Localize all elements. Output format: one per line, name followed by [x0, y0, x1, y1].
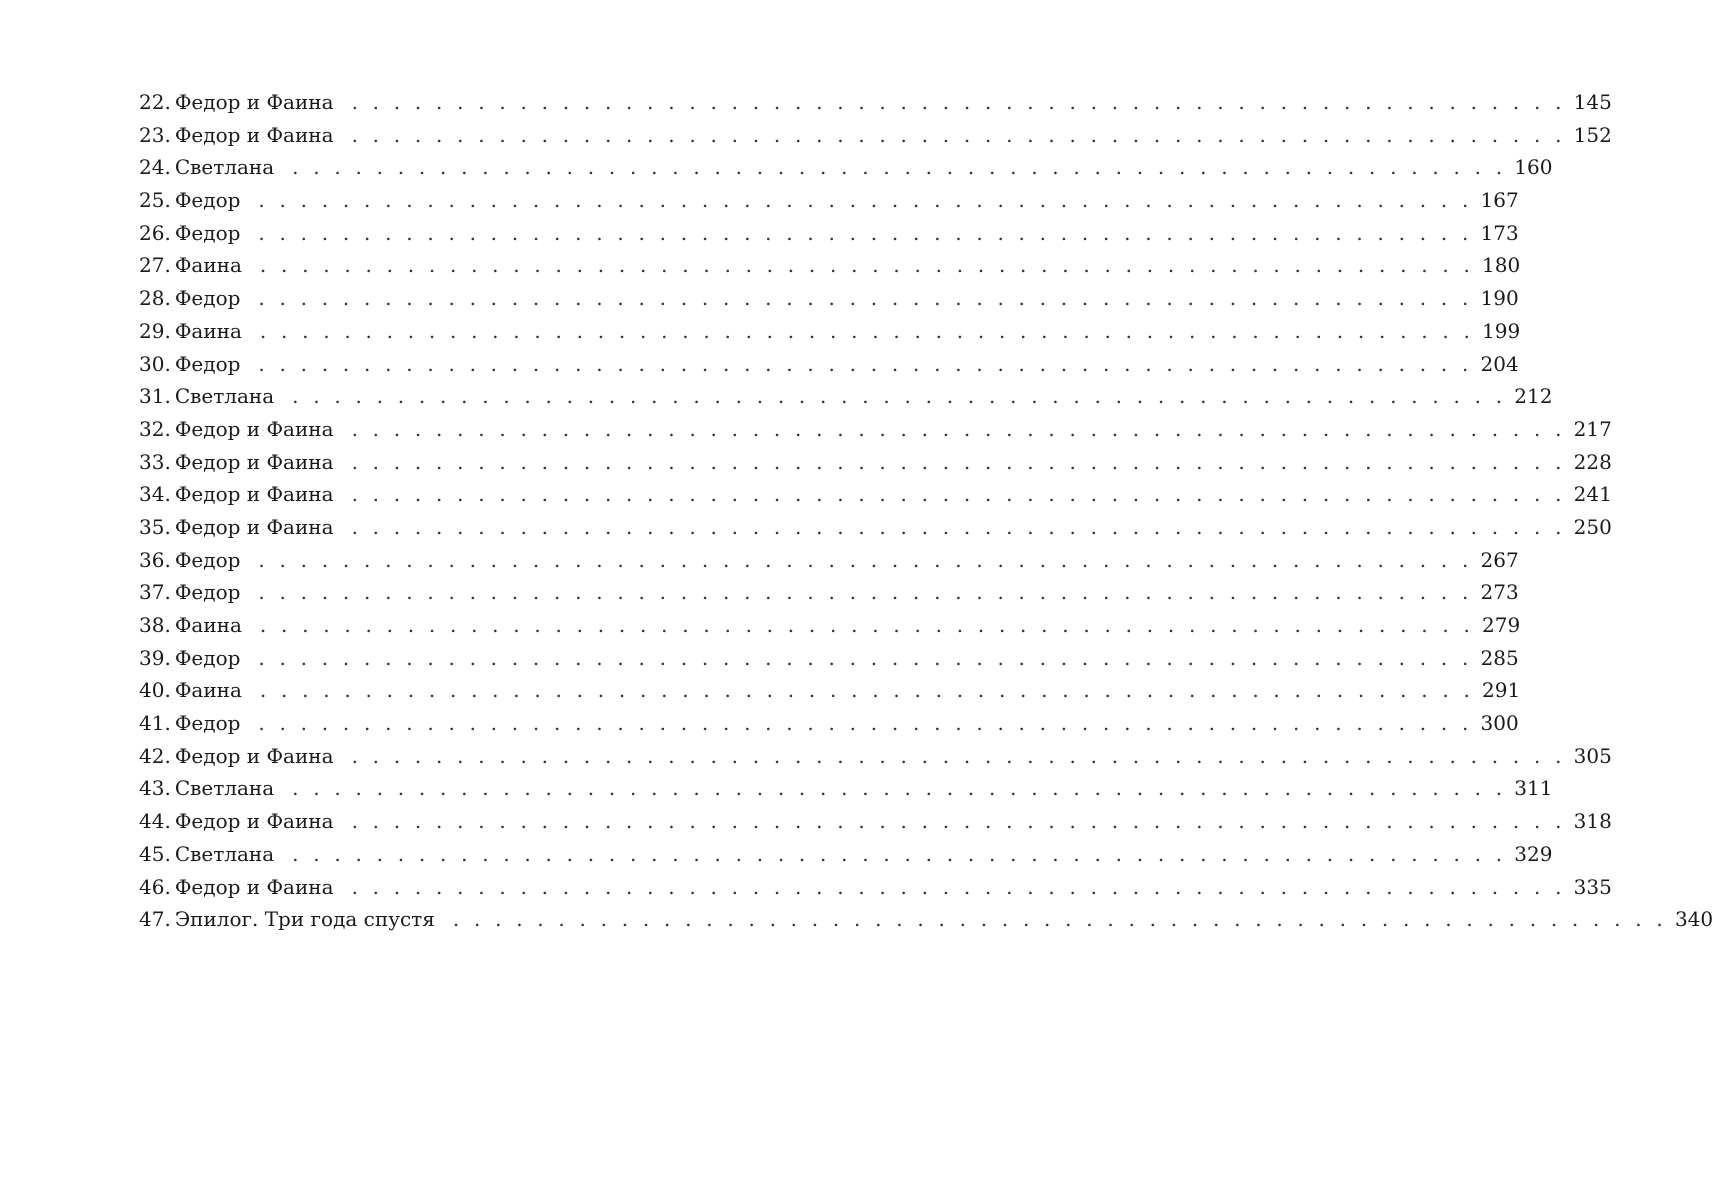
toc-entry-title: Федор	[174, 188, 241, 213]
toc-entry	[139, 151, 1553, 184]
toc-entry-number: 37.	[139, 580, 171, 605]
toc-entry-page-number: 305	[1573, 743, 1612, 768]
toc-entry-page-number: 212	[1514, 384, 1553, 409]
toc-entry	[139, 642, 1519, 675]
toc-entry-title: Федор	[174, 580, 241, 605]
toc-entry	[139, 674, 1521, 707]
toc-entry	[139, 838, 1553, 871]
dot-leader: . . . . . . . . . . . . . . . . . . . . . . . . . . . . . . . . . . . . . . . . . . . . . . . . . . . . . . . . . .	[258, 351, 1473, 376]
toc-entry-page-number: 279	[1482, 613, 1521, 637]
toc-entry-number: 40.	[139, 678, 171, 703]
toc-entry-title: Федор и Фаина	[174, 449, 334, 474]
toc-entry	[139, 446, 1612, 479]
dot-leader: . . . . . . . . . . . . . . . . . . . . . . . . . . . . . . . . . . . . . . . . . . . . . . . . . . . . . . . . . .	[292, 384, 1507, 409]
toc-entry	[139, 478, 1612, 511]
toc-entry-number: 33.	[139, 449, 171, 474]
toc-entry-number: 35.	[139, 514, 171, 539]
dot-leader: . . . . . . . . . . . . . . . . . . . . . . . . . . . . . . . . . . . . . . . . . . . . . . . . . . . . . . . . . .	[292, 776, 1507, 801]
dot-leader: . . . . . . . . . . . . . . . . . . . . . . . . . . . . . . . . . . . . . . . . . . . . . . . . . . . . . . . . . .	[351, 449, 1566, 474]
dot-leader: . . . . . . . . . . . . . . . . . . . . . . . . . . . . . . . . . . . . . . . . . . . . . . . . . . . . . . . . . .	[351, 482, 1566, 507]
toc-entry	[139, 511, 1612, 544]
toc-entry-title: Федор и Фаина	[174, 90, 334, 114]
toc-entry-page-number: 145	[1573, 90, 1612, 114]
toc-entry-number: 27.	[139, 253, 171, 278]
toc-entry	[139, 707, 1519, 740]
toc-entry-page-number: 267	[1480, 547, 1519, 572]
toc-entry	[139, 903, 1713, 936]
toc-entry-title: Фаина	[174, 678, 242, 703]
toc-entry-page-number: 329	[1514, 841, 1553, 866]
toc-entry-title: Федор и Фаина	[174, 122, 334, 147]
toc-entry-page-number: 318	[1573, 809, 1612, 834]
toc-entry-page-number: 241	[1573, 482, 1612, 507]
toc-entry-page-number: 180	[1482, 253, 1521, 278]
dot-leader: . . . . . . . . . . . . . . . . . . . . . . . . . . . . . . . . . . . . . . . . . . . . . . . . . . . . . . . . . .	[258, 580, 1473, 605]
toc-entry-number: 34.	[139, 482, 171, 507]
toc-entry-page-number: 250	[1573, 514, 1612, 539]
toc-entry-page-number: 311	[1514, 776, 1553, 801]
toc-entry-title: Федор	[174, 711, 241, 736]
dot-leader: . . . . . . . . . . . . . . . . . . . . . . . . . . . . . . . . . . . . . . . . . . . . . . . . . . . . . . . . . .	[258, 220, 1473, 245]
toc-entry-page-number: 285	[1480, 645, 1519, 670]
toc-entry-page-number: 199	[1482, 318, 1521, 343]
toc-entry-number: 32.	[139, 416, 171, 441]
toc-entry-number: 43.	[139, 776, 171, 801]
toc-entry-page-number: 190	[1480, 286, 1519, 311]
toc-entry	[139, 249, 1521, 282]
toc-entry-page-number: 273	[1480, 580, 1519, 605]
toc-entry-title: Федор	[174, 220, 241, 245]
toc-entry-number: 25.	[139, 188, 171, 213]
toc-entry	[139, 315, 1521, 348]
toc-entry-page-number: 152	[1573, 122, 1612, 147]
dot-leader: . . . . . . . . . . . . . . . . . . . . . . . . . . . . . . . . . . . . . . . . . . . . . . . . . . . . . . . . . .	[351, 514, 1566, 539]
toc-entry-title: Федор	[174, 547, 241, 572]
toc-entry-number: 41.	[139, 711, 171, 736]
toc-entry	[139, 380, 1553, 413]
toc-entry-number: 38.	[139, 613, 171, 637]
toc-entry	[139, 871, 1612, 904]
toc-entry	[139, 609, 1521, 642]
toc-entry-number: 39.	[139, 645, 171, 670]
toc-entry	[139, 348, 1519, 381]
toc-entry-title: Федор	[174, 286, 241, 311]
toc-entry-title: Федор и Фаина	[174, 416, 334, 441]
dot-leader: . . . . . . . . . . . . . . . . . . . . . . . . . . . . . . . . . . . . . . . . . . . . . . . . . . . . . . . . . .	[351, 122, 1566, 147]
toc-entry-title: Федор	[174, 351, 241, 376]
toc-entry-title: Федор	[174, 645, 241, 670]
toc-entry	[139, 413, 1612, 446]
toc-entry-number: 24.	[139, 155, 171, 180]
toc-entry-number: 44.	[139, 809, 171, 834]
toc-entry-title: Светлана	[174, 776, 275, 801]
toc-entry-page-number: 204	[1480, 351, 1519, 376]
toc-entry-title: Федор и Фаина	[174, 874, 334, 899]
dot-leader: . . . . . . . . . . . . . . . . . . . . . . . . . . . . . . . . . . . . . . . . . . . . . . . . . . . . . . . . . .	[351, 874, 1566, 899]
toc-entry-page-number: 335	[1573, 874, 1612, 899]
dot-leader: . . . . . . . . . . . . . . . . . . . . . . . . . . . . . . . . . . . . . . . . . . . . . . . . . . . . . . . . . .	[292, 841, 1507, 866]
toc-entry	[139, 184, 1519, 217]
dot-leader: . . . . . . . . . . . . . . . . . . . . . . . . . . . . . . . . . . . . . . . . . . . . . . . . . . . . . . . . . .	[259, 318, 1475, 343]
dot-leader: . . . . . . . . . . . . . . . . . . . . . . . . . . . . . . . . . . . . . . . . . . . . . . . . . . . . . . . . . .	[259, 253, 1475, 278]
toc-entry	[139, 282, 1519, 315]
toc-entry-number: 28.	[139, 286, 171, 311]
toc-entry-title: Федор и Фаина	[174, 514, 334, 539]
toc-entry-number: 45.	[139, 841, 171, 866]
dot-leader: . . . . . . . . . . . . . . . . . . . . . . . . . . . . . . . . . . . . . . . . . . . . . . . . . . . . . . . . . .	[351, 416, 1566, 441]
toc-entry-page-number: 228	[1573, 449, 1612, 474]
toc-entry-number: 42.	[139, 743, 171, 768]
toc-entry-number: 26.	[139, 220, 171, 245]
toc-entry-page-number: 300	[1480, 711, 1519, 736]
toc-entry-title: Федор и Фаина	[174, 482, 334, 507]
toc-entry	[139, 86, 1612, 119]
toc-entry-page-number: 217	[1573, 416, 1612, 441]
toc-entry	[139, 217, 1519, 250]
toc-entry-title: Фаина	[174, 253, 242, 278]
toc-entry-title: Светлана	[174, 841, 275, 866]
toc-entry	[139, 805, 1612, 838]
toc-entry-title: Светлана	[174, 384, 275, 409]
table-of-contents	[139, 86, 1713, 936]
dot-leader: . . . . . . . . . . . . . . . . . . . . . . . . . . . . . . . . . . . . . . . . . . . . . . . . . . . . . . . . . .	[452, 907, 1667, 932]
dot-leader: . . . . . . . . . . . . . . . . . . . . . . . . . . . . . . . . . . . . . . . . . . . . . . . . . . . . . . . . . .	[258, 547, 1473, 572]
toc-entry	[139, 772, 1553, 805]
toc-entry-number: 22.	[139, 90, 171, 114]
toc-entry-number: 46.	[139, 874, 171, 899]
toc-entry-title: Эпилог. Три года спустя	[174, 907, 435, 932]
toc-entry-number: 47.	[139, 907, 171, 932]
toc-entry-page-number: 173	[1480, 220, 1519, 245]
toc-entry-page-number: 291	[1482, 678, 1521, 703]
toc-entry-title: Федор и Фаина	[174, 743, 334, 768]
dot-leader: . . . . . . . . . . . . . . . . . . . . . . . . . . . . . . . . . . . . . . . . . . . . . . . . . . . . . . . . . .	[258, 188, 1473, 213]
toc-entry-page-number: 167	[1480, 188, 1519, 213]
toc-entry-title: Федор и Фаина	[174, 809, 334, 834]
dot-leader: . . . . . . . . . . . . . . . . . . . . . . . . . . . . . . . . . . . . . . . . . . . . . . . . . . . . . . . . . .	[351, 809, 1566, 834]
toc-entry-page-number: 160	[1514, 155, 1553, 180]
toc-entry-title: Фаина	[174, 318, 242, 343]
toc-entry-number: 36.	[139, 547, 171, 572]
toc-entry-title: Светлана	[174, 155, 275, 180]
dot-leader: . . . . . . . . . . . . . . . . . . . . . . . . . . . . . . . . . . . . . . . . . . . . . . . . . . . . . . . . . .	[258, 711, 1473, 736]
toc-entry	[139, 740, 1612, 773]
toc-entry-number: 29.	[139, 318, 171, 343]
toc-entry-page-number: 340	[1674, 907, 1713, 932]
toc-entry	[139, 544, 1519, 577]
dot-leader: . . . . . . . . . . . . . . . . . . . . . . . . . . . . . . . . . . . . . . . . . . . . . . . . . . . . . . . . . .	[292, 155, 1507, 180]
toc-entry	[139, 119, 1612, 152]
toc-entry-title: Фаина	[174, 613, 242, 637]
toc-entry-number: 23.	[139, 122, 171, 147]
toc-entry	[139, 576, 1519, 609]
toc-entry-number: 30.	[139, 351, 171, 376]
dot-leader: . . . . . . . . . . . . . . . . . . . . . . . . . . . . . . . . . . . . . . . . . . . . . . . . . . . . . . . . . .	[259, 613, 1475, 637]
dot-leader: . . . . . . . . . . . . . . . . . . . . . . . . . . . . . . . . . . . . . . . . . . . . . . . . . . . . . . . . . .	[351, 90, 1566, 114]
dot-leader: . . . . . . . . . . . . . . . . . . . . . . . . . . . . . . . . . . . . . . . . . . . . . . . . . . . . . . . . . .	[258, 286, 1473, 311]
dot-leader: . . . . . . . . . . . . . . . . . . . . . . . . . . . . . . . . . . . . . . . . . . . . . . . . . . . . . . . . . .	[259, 678, 1475, 703]
dot-leader: . . . . . . . . . . . . . . . . . . . . . . . . . . . . . . . . . . . . . . . . . . . . . . . . . . . . . . . . . .	[351, 743, 1566, 768]
dot-leader: . . . . . . . . . . . . . . . . . . . . . . . . . . . . . . . . . . . . . . . . . . . . . . . . . . . . . . . . . .	[258, 645, 1473, 670]
toc-entry-number: 31.	[139, 384, 171, 409]
